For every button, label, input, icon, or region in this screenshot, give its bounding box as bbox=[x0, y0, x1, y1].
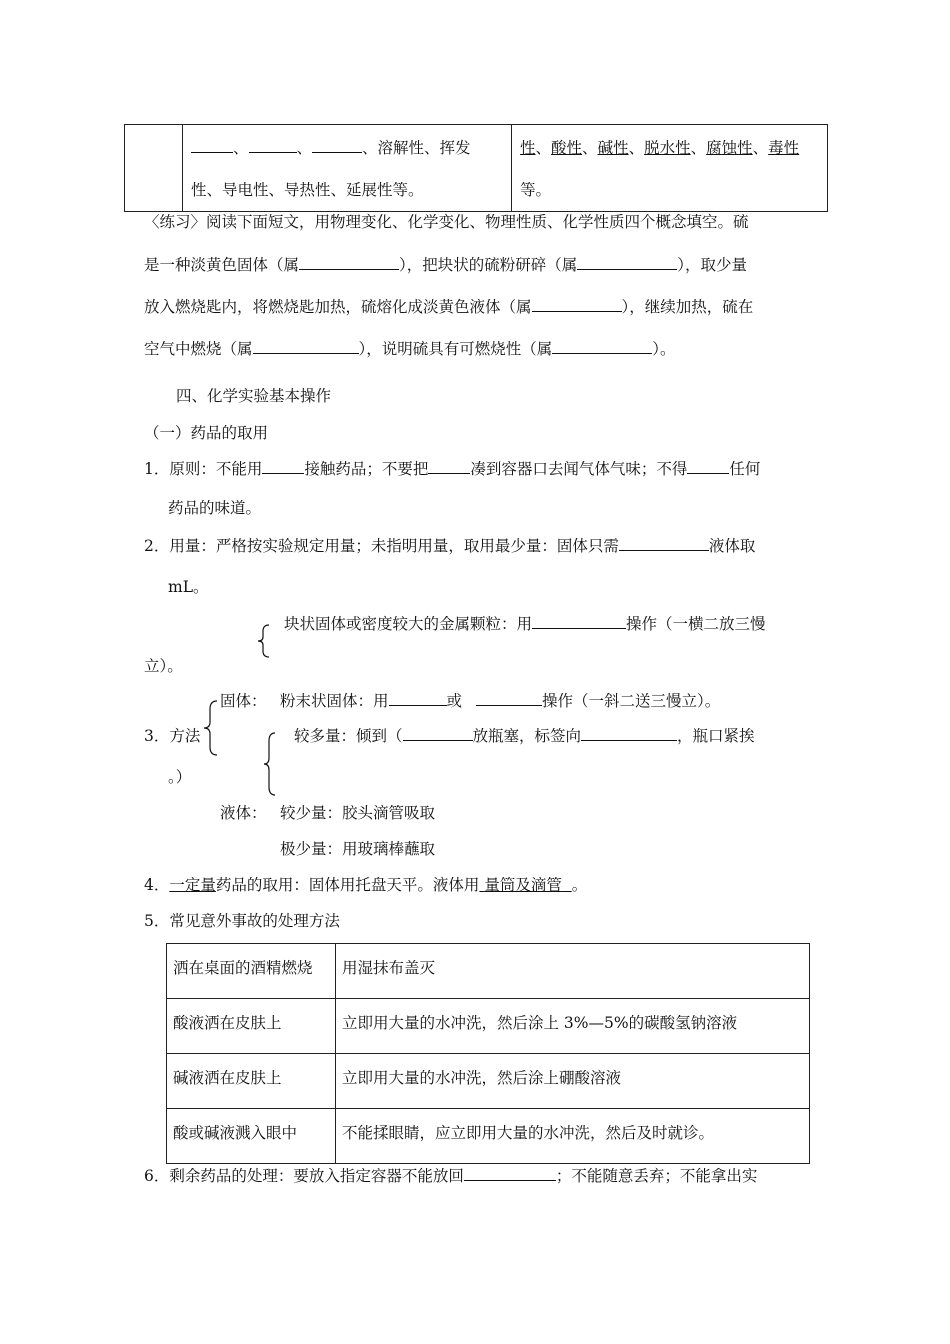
item-3-powder-line: 粉末状固体：用 或 操作（一斜二送三慢立）。 bbox=[280, 689, 720, 711]
practice-line-2: 是一种淡黄色固体（属 ），把块状的硫粉研碎（属 ），取少量 bbox=[144, 253, 747, 275]
practice-line-1: 〈练习〉阅读下面短文，用物理变化、化学变化、物理性质、化学性质四个概念填空。硫 bbox=[144, 213, 749, 231]
block-brace bbox=[256, 624, 272, 658]
chemical-properties-line2: 等。 bbox=[520, 181, 552, 199]
item-3-block-line-2: 立）。 bbox=[144, 657, 183, 675]
practice-line-4: 空气中燃烧（属 ），说明硫具有可燃烧性（属 ）。 bbox=[144, 337, 676, 359]
accident-treatment: 不能揉眼睛，应立即用大量的水冲洗，然后及时就诊。 bbox=[336, 1109, 810, 1164]
physical-properties-line2: 性、导电性、导热性、延展性等。 bbox=[191, 181, 424, 199]
accident-situation: 洒在桌面的酒精燃烧 bbox=[167, 944, 336, 999]
item-3-block-line: 块状固体或密度较大的金属颗粒：用 操作（一横二放三慢 bbox=[284, 612, 766, 634]
physical-properties-cell bbox=[183, 125, 512, 212]
accident-situation: 碱液洒在皮肤上 bbox=[167, 1054, 336, 1109]
item-3-more-line: 较多量：倾到（ 放瓶塞，标签向 ，瓶口紧挨 bbox=[294, 724, 755, 746]
item-3-more-line-2: 。） bbox=[168, 768, 192, 786]
section-title: 四、化学实验基本操作 bbox=[176, 387, 332, 405]
accident-table bbox=[166, 943, 810, 1164]
item-1-line-2: 药品的味道。 bbox=[168, 499, 262, 517]
chemical-properties-line1: 性、酸性、碱性、脱水性、腐蚀性、毒性 bbox=[520, 139, 800, 157]
solid-label: 固体： bbox=[220, 692, 267, 710]
accident-situation: 酸液洒在皮肤上 bbox=[167, 999, 336, 1054]
table-row bbox=[167, 1109, 810, 1164]
accident-treatment: 用湿抹布盖灭 bbox=[336, 944, 810, 999]
practice-line-3: 放入燃烧匙内，将燃烧匙加热，硫熔化成淡黄色液体（属 ），继续加热，硫在 bbox=[144, 295, 753, 317]
item-2-line-1: 2．用量：严格按实验规定用量；未指明用量，取用最少量：固体只需 液体取 bbox=[144, 534, 755, 556]
item-1-line-1: 1．原则：不能用 接触药品；不要把 凑到容器口去闻气体气味；不得 任何 bbox=[144, 457, 760, 479]
item-3-less-line: 较少量：胶头滴管吸取 bbox=[280, 804, 436, 822]
item-6-line: 6．剩余药品的处理：要放入指定容器不能放回 ；不能随意丢弃；不能拿出实 bbox=[144, 1164, 757, 1186]
item-3-method-label: 3．方法 bbox=[144, 727, 201, 745]
properties-table bbox=[124, 124, 828, 212]
method-brace bbox=[202, 700, 220, 756]
chemical-properties-cell bbox=[512, 125, 828, 212]
subsection-title: （一）药品的取用 bbox=[144, 424, 269, 442]
liquid-label: 液体： bbox=[220, 804, 267, 822]
accident-treatment: 立即用大量的水冲洗，然后涂上硼酸溶液 bbox=[336, 1054, 810, 1109]
item-3-least-line: 极少量：用玻璃棒蘸取 bbox=[280, 840, 436, 858]
table-row bbox=[167, 944, 810, 999]
table-row bbox=[167, 1054, 810, 1109]
accident-treatment: 立即用大量的水冲洗，然后涂上 3%—5%的碳酸氢钠溶液 bbox=[336, 999, 810, 1054]
item-2-line-2: mL。 bbox=[168, 578, 209, 596]
physical-properties-line1: 、 、 、溶解性、挥发 bbox=[191, 127, 503, 169]
accident-situation: 酸或碱液溅入眼中 bbox=[167, 1109, 336, 1164]
item-5-title: 5．常见意外事故的处理方法 bbox=[144, 912, 340, 930]
liquid-brace bbox=[262, 732, 278, 796]
table-row bbox=[167, 999, 810, 1054]
item-4-line: 4．一定量药品的取用：固体用托盘天平。液体用 量筒及滴管 。 bbox=[144, 876, 588, 894]
properties-table-blank-cell bbox=[125, 125, 183, 212]
